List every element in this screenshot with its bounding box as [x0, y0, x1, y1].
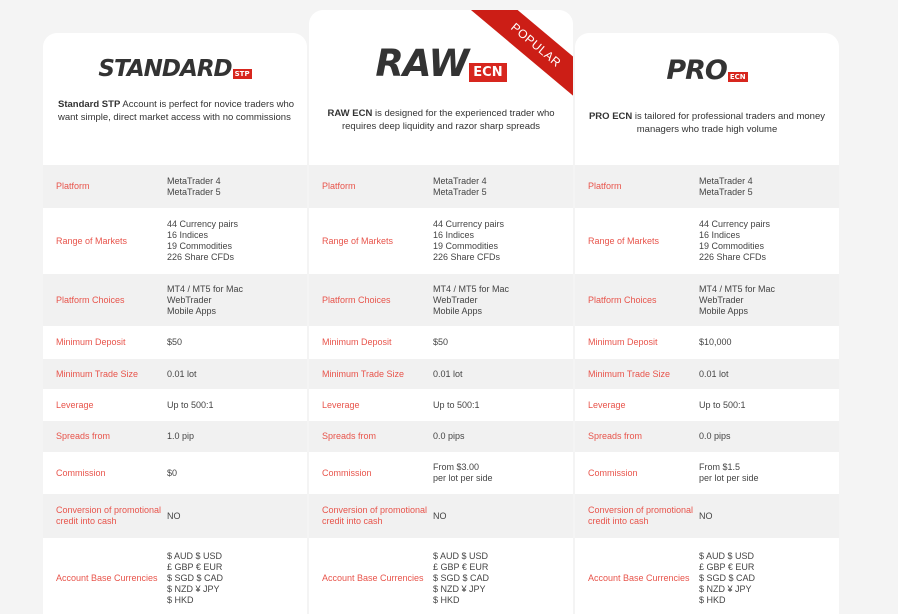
feature-row	[309, 389, 573, 421]
feature-value: MT4 / MT5 for Mac WebTrader Mobile Apps	[699, 283, 776, 316]
feature-label: Account Base Currencies	[56, 572, 158, 583]
feature-value: 0.01 lot	[433, 368, 463, 379]
feature-label: Spreads from	[56, 431, 111, 441]
feature-value: MT4 / MT5 for Mac WebTrader Mobile Apps	[167, 283, 244, 316]
feature-row	[575, 452, 839, 494]
account-name: Standard STP	[58, 99, 121, 110]
feature-value: NO	[699, 510, 713, 521]
feature-label: Leverage	[56, 399, 94, 410]
feature-label: Minimum Trade Size	[588, 368, 671, 379]
feature-row	[575, 165, 839, 208]
feature-label: Minimum Trade Size	[56, 368, 139, 379]
feature-row	[309, 421, 573, 452]
feature-row	[309, 208, 573, 274]
feature-row	[575, 389, 839, 421]
feature-value: $ AUD $ USD £ GBP € EUR $ SGD $ CAD $ NZD ¥ JPY $ HKD	[699, 550, 756, 605]
feature-label: Commission	[322, 467, 372, 478]
feature-label: Conversion of promotional credit into cash	[56, 505, 162, 526]
feature-value: NO	[167, 510, 181, 521]
feature-label: Minimum Deposit	[322, 337, 392, 347]
account-name: RAW ECN	[327, 108, 373, 119]
feature-label: Platform	[588, 181, 622, 191]
account-description	[309, 107, 573, 133]
logo-tag: ECN	[729, 73, 746, 81]
card-header	[309, 10, 573, 165]
logo-main-text: PRO	[666, 55, 727, 86]
pro-ecn-logo	[666, 55, 747, 86]
feature-value: NO	[433, 510, 447, 521]
feature-label: Range of Markets	[322, 235, 394, 246]
account-description	[43, 98, 307, 124]
feature-row	[309, 165, 573, 208]
feature-row	[309, 538, 573, 614]
feature-label: Conversion of promotional credit into cash	[588, 505, 694, 526]
feature-label: Minimum Deposit	[588, 337, 658, 347]
account-name: PRO ECN	[588, 111, 633, 122]
feature-row	[43, 165, 307, 208]
feature-value: 0.0 pips	[699, 431, 731, 441]
feature-label: Platform Choices	[322, 294, 391, 305]
feature-value: MetaTrader 4 MetaTrader 5	[433, 175, 487, 197]
account-card-standard	[43, 33, 307, 614]
feature-label: Platform	[56, 181, 90, 191]
features-table	[575, 165, 839, 614]
feature-value: $50	[433, 337, 449, 347]
feature-value: Up to 500:1	[699, 399, 746, 410]
feature-row	[575, 494, 839, 538]
feature-value: From $3.00 per lot per side	[433, 462, 493, 483]
feature-row	[309, 452, 573, 494]
feature-value: Up to 500:1	[167, 399, 214, 410]
logo-tag: STP	[234, 70, 250, 78]
feature-value: 44 Currency pairs 16 Indices 19 Commodities 226 Share CFDs	[433, 219, 505, 262]
feature-label: Minimum Deposit	[56, 337, 126, 347]
feature-row	[43, 326, 307, 359]
feature-row	[43, 208, 307, 274]
feature-row	[575, 208, 839, 274]
feature-value: From $1.5 per lot per side	[699, 462, 759, 483]
logo-main-text: STANDARD	[98, 56, 232, 82]
logo-tag: ECN	[469, 63, 506, 82]
feature-value: MT4 / MT5 for Mac WebTrader Mobile Apps	[433, 283, 510, 316]
feature-row	[43, 274, 307, 326]
card-header	[43, 33, 307, 165]
feature-label: Commission	[588, 467, 638, 478]
feature-value: $50	[167, 337, 183, 347]
feature-row	[309, 326, 573, 359]
feature-value: 0.01 lot	[699, 368, 729, 379]
feature-value: Up to 500:1	[433, 399, 480, 410]
standard-stp-logo	[98, 56, 251, 82]
feature-label: Account Base Currencies	[322, 572, 424, 583]
feature-value: MetaTrader 4 MetaTrader 5	[699, 175, 753, 197]
feature-label: Conversion of promotional credit into cash	[322, 505, 428, 526]
description-text: is designed for the experienced trader who requires deep liquidity and razor sharp spreads	[341, 108, 555, 132]
feature-row	[43, 389, 307, 421]
description-text: is tailored for professional traders and money managers who trade high volume	[632, 111, 826, 135]
account-description	[575, 110, 839, 136]
feature-label: Spreads from	[588, 431, 643, 441]
feature-label: Minimum Trade Size	[322, 368, 405, 379]
popular-ribbon: POPULAR	[469, 10, 573, 105]
feature-value: 1.0 pip	[167, 431, 195, 441]
feature-value: 0.0 pips	[433, 431, 465, 441]
raw-ecn-logo	[375, 42, 506, 85]
feature-value: $0	[167, 467, 178, 478]
feature-row	[309, 359, 573, 389]
feature-label: Commission	[56, 467, 106, 478]
feature-row	[43, 421, 307, 452]
feature-value: MetaTrader 4 MetaTrader 5	[167, 175, 221, 197]
card-header	[575, 33, 839, 165]
feature-value: $ AUD $ USD £ GBP € EUR $ SGD $ CAD $ NZD ¥ JPY $ HKD	[167, 550, 224, 605]
feature-row	[43, 494, 307, 538]
account-card-raw	[309, 10, 573, 614]
feature-row	[575, 274, 839, 326]
feature-value: 44 Currency pairs 16 Indices 19 Commodities 226 Share CFDs	[699, 219, 771, 262]
feature-row	[43, 452, 307, 494]
logo-main-text: RAW	[375, 42, 469, 85]
feature-label: Platform	[322, 181, 356, 191]
feature-value: 0.01 lot	[167, 368, 197, 379]
feature-row	[575, 326, 839, 359]
feature-label: Platform Choices	[56, 294, 125, 305]
feature-label: Range of Markets	[56, 235, 128, 246]
feature-value: $10,000	[699, 337, 732, 347]
feature-label: Leverage	[322, 399, 360, 410]
feature-row	[575, 538, 839, 614]
features-table	[309, 165, 573, 614]
feature-row	[43, 538, 307, 614]
feature-label: Spreads from	[322, 431, 377, 441]
feature-row	[575, 421, 839, 452]
feature-label: Account Base Currencies	[588, 572, 690, 583]
feature-label: Leverage	[588, 399, 626, 410]
feature-row	[309, 494, 573, 538]
feature-value: 44 Currency pairs 16 Indices 19 Commodities 226 Share CFDs	[167, 219, 239, 262]
description-text: Account is perfect for novice traders who want simple, direct market access with no commissions	[58, 99, 295, 123]
feature-label: Range of Markets	[588, 235, 660, 246]
feature-label: Platform Choices	[588, 294, 657, 305]
feature-value: $ AUD $ USD £ GBP € EUR $ SGD $ CAD $ NZD ¥ JPY $ HKD	[433, 550, 490, 605]
feature-row	[575, 359, 839, 389]
account-card-pro	[575, 33, 839, 614]
feature-row	[309, 274, 573, 326]
features-table	[43, 165, 307, 614]
feature-row	[43, 359, 307, 389]
